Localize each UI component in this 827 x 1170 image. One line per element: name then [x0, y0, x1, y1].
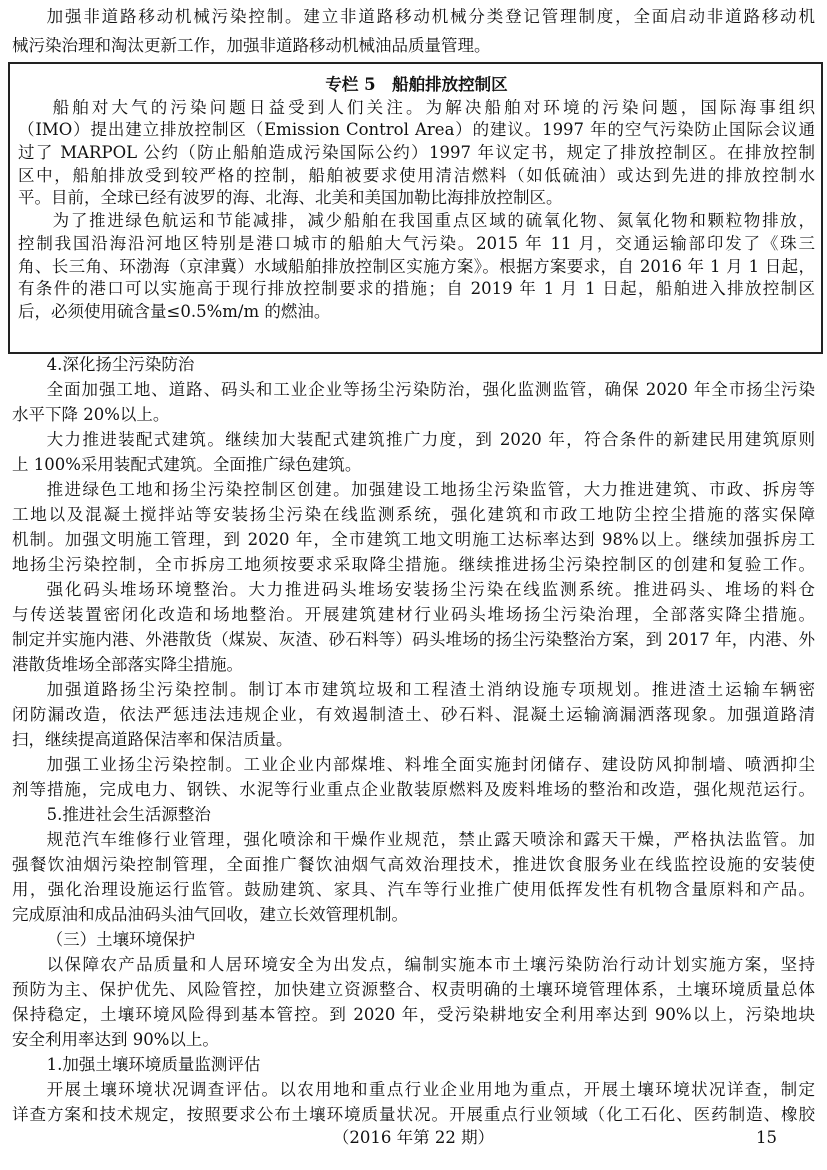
- intro-paragraph: [12, 2, 815, 60]
- paragraph-line: 制定并实施内港、外港散货（煤炭、灰渣、砂石料等）码头堆场的扬尘污染整治方案，到 2017 年，内港、外: [12, 630, 815, 649]
- paragraph-line: 过了 MARPOL 公约（防止船舶造成污染国际公约）1997 年议定书，规定了排放控制区。在排放控制: [18, 143, 815, 163]
- paragraph-line: 加强工业扬尘污染控制。工业企业内部煤堆、料堆全面实施封闭储存、建设防风抑制墙、喷洒抑尘: [46, 755, 815, 774]
- paragraph-line: 船舶对大气的污染问题日益受到人们关注。为解决船舶对环境的污染问题，国际海事组织: [52, 97, 815, 117]
- paragraph-line: 水平下降 20%以上。: [12, 405, 170, 424]
- heading-text: （三）土壤环境保护: [46, 930, 196, 949]
- paragraph-line: 开展土壤环境状况调查评估。以农用地和重点行业企业用地为重点，开展土壤环境状况详查，制定: [46, 1080, 815, 1099]
- paragraph: [12, 477, 815, 577]
- paragraph-line: 角、长三角、环渤海（京津冀）水域船舶排放控制区实施方案》。根据方案要求，自 2016 年 1 月 1 日起，: [18, 256, 815, 276]
- heading-text: 1.加强土壤环境质量监测评估: [46, 1055, 261, 1074]
- section-heading: [12, 352, 815, 377]
- paragraph-line: 港散货堆场全部落实降尘措施。: [12, 655, 243, 674]
- section-heading: [12, 802, 815, 827]
- paragraph-line: 规范汽车维修行业管理，强化喷涂和干燥作业规范，禁止露天喷涂和露天干燥，严格执法监管。加: [46, 830, 815, 849]
- paragraph: [12, 427, 815, 477]
- paragraph-line: 加强道路扬尘污染控制。制订本市建筑垃圾和工程渣土消纳设施专项规划。推进渣土运输车辆密: [46, 680, 815, 699]
- paragraph: [12, 377, 815, 427]
- paragraph-line: 扫，继续提高道路保洁率和保洁质量。: [12, 730, 293, 749]
- paragraph-line: 以保障农产品质量和人居环境安全为出发点，编制实施本市土壤污染防治行动计划实施方案，坚持: [46, 955, 815, 974]
- paragraph: [12, 827, 815, 927]
- paragraph-line: 强化码头堆场环境整治。大力推进码头堆场安装扬尘污染在线监测系统。推进码头、堆场的料仓: [46, 580, 815, 599]
- paragraph-line: 与传送装置密闭化改造和场地整治。开展建筑建材行业码头堆场扬尘污染治理，全部落实降尘措施。: [12, 605, 815, 624]
- paragraph: [12, 752, 815, 802]
- sidebar-paragraph: [18, 210, 815, 323]
- paragraph-line: 完成原油和成品油码头油气回收，建立长效管理机制。: [12, 905, 408, 924]
- paragraph-line: 全面加强工地、道路、码头和工业企业等扬尘污染防治，强化监测监管，确保 2020 年全市扬尘污染: [46, 380, 815, 399]
- sidebar-box-title: 专栏 5 船舶排放控制区: [325, 75, 508, 94]
- paragraph-line: 保持稳定，土壤环境风险得到基本管控。到 2020 年，受污染耕地安全利用率达到 90%以上，污染地块: [12, 1005, 815, 1024]
- main-text: [12, 352, 815, 1127]
- paragraph: [12, 577, 815, 677]
- paragraph-line: 机制。加强文明施工管理，到 2020 年，全市建筑工地文明施工达标率达到 98%以上。继续加强拆房工: [12, 530, 815, 549]
- paragraph-line: 闭防漏改造，依法严惩违法违规企业，有效遏制渣土、砂石料、混凝土运输滴漏洒落现象。加强道路清: [12, 705, 815, 724]
- section-heading: [12, 1052, 815, 1077]
- paragraph-line: 用，强化治理设施运行监管。鼓励建筑、家具、汽车等行业推广使用低挥发性有机物含量原料和产品。: [12, 880, 815, 899]
- page-number: 15: [756, 1128, 777, 1147]
- paragraph-line: 剂等措施，完成电力、钢铁、水泥等行业重点企业散装原燃料及废料堆场的整治和改造，强化规范运行。: [12, 780, 815, 799]
- heading-text: 4.深化扬尘污染防治: [46, 355, 195, 374]
- sidebar-paragraph: [18, 97, 815, 210]
- issue-label: （2016 年第 22 期）: [332, 1128, 495, 1147]
- paragraph: [12, 1077, 815, 1127]
- sidebar-box-body: [18, 97, 815, 324]
- paragraph-line: 械污染治理和淘汰更新工作，加强非道路移动机械油品质量管理。: [12, 36, 491, 55]
- paragraph-line: 大力推进装配式建筑。继续加大装配式建筑推广力度，到 2020 年，符合条件的新建民用建筑原则: [46, 430, 815, 449]
- page-footer: [0, 1126, 827, 1150]
- sidebar-box-ship-emission-control: [8, 62, 823, 354]
- heading-text: 5.推进社会生活源整治: [46, 805, 211, 824]
- paragraph-line: （IMO）提出建立排放控制区（Emission Control Area）的建议。1997 年的空气污染防止国际会议通: [18, 120, 815, 140]
- paragraph-line: 控制我国沿海沿河地区特别是港口城市的船舶大气污染。2015 年 11 月，交通运输部印发了《珠三: [18, 233, 815, 253]
- paragraph: [12, 677, 815, 752]
- paragraph-line: 工地以及混凝土搅拌站等安装扬尘污染在线监测系统，强化建筑和市政工地防尘控尘措施的落实保障: [12, 505, 815, 524]
- paragraph-line: 上 100%采用装配式建筑。全面推广绿色建筑。: [12, 455, 362, 474]
- paragraph: [12, 952, 815, 1052]
- paragraph-line: 区中，船舶排放受到较严格的控制，船舶被要求使用清洁燃料（如低硫油）或达到先进的排放控制水: [18, 165, 815, 185]
- paragraph-line: 地扬尘污染控制，全市拆房工地须按要求采取降尘措施。继续推进扬尘污染控制区的创建和复验工作。: [12, 555, 815, 574]
- paragraph-line: 强餐饮油烟污染控制管理，全面推广餐饮油烟气高效治理技术，推进饮食服务业在线监控设施的安装使: [12, 855, 815, 874]
- paragraph-line: 后，必须使用硫含量≤0.5%m/m 的燃油。: [18, 301, 331, 321]
- paragraph-line: 为了推进绿色航运和节能减排，减少船舶在我国重点区域的硫氧化物、氮氧化物和颗粒物排放，: [52, 211, 815, 231]
- paragraph-line: 推进绿色工地和扬尘污染控制区创建。加强建设工地扬尘污染监管，大力推进建筑、市政、拆房等: [46, 480, 815, 499]
- paragraph-line: 平。目前，全球已经有波罗的海、北海、北美和美国加勒比海排放控制区。: [18, 188, 563, 208]
- paragraph-line: 预防为主、保护优先、风险管控，加快建立资源整合、权责明确的土壤环境管理体系，土壤环境质量总体: [12, 980, 815, 999]
- paragraph-line: 详查方案和技术规定，按照要求公布土壤环境质量状况。开展重点行业领域（化工石化、医药制造、橡胶: [12, 1105, 815, 1124]
- paragraph-line: 有条件的港口可以实施高于现行排放控制要求的措施；自 2019 年 1 月 1 日起，船舶进入排放控制区: [18, 279, 815, 299]
- section-heading: [12, 927, 815, 952]
- paragraph-line: 安全利用率达到 90%以上。: [12, 1030, 219, 1049]
- paragraph-line: 加强非道路移动机械污染控制。建立非道路移动机械分类登记管理制度，全面启动非道路移动机: [46, 7, 815, 26]
